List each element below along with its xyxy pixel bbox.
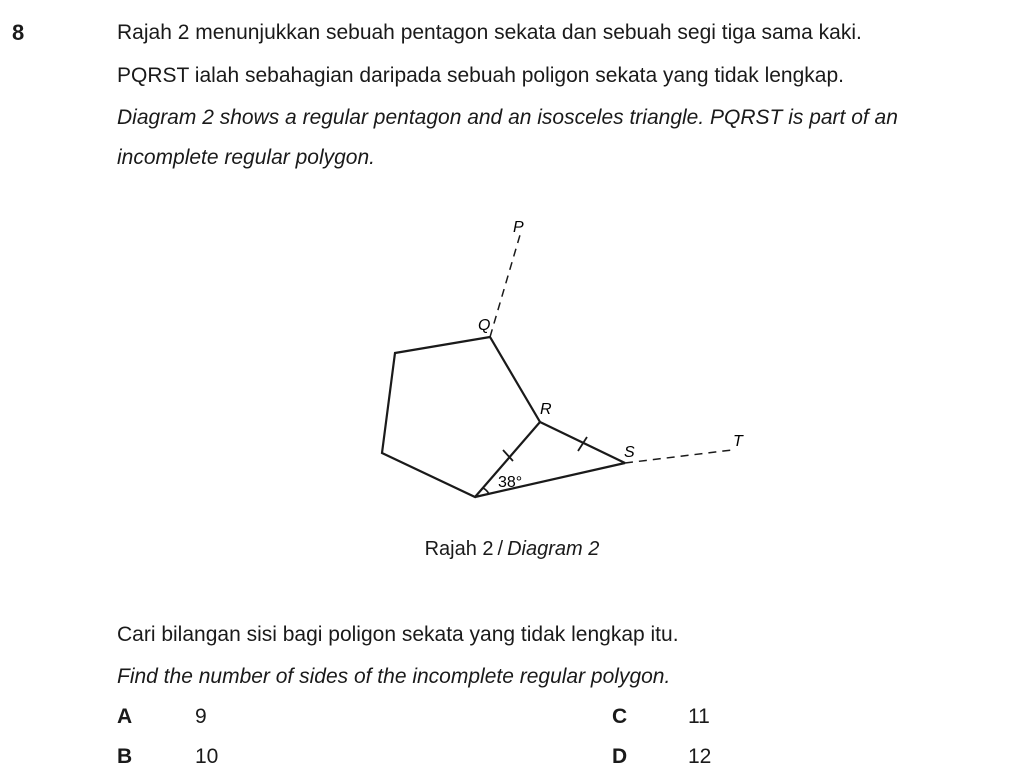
diagram-caption [0, 538, 1024, 561]
label-q: Q [478, 317, 491, 334]
dashed-line-pq [490, 235, 520, 337]
caption-malay: Rajah 2 [424, 538, 494, 560]
label-s: S [624, 444, 635, 461]
label-p: P [513, 219, 524, 236]
caption-separator: / [497, 538, 504, 560]
question-text-english-line1: Diagram 2 shows a regular pentagon and an isosceles triangle. PQRST is part of an [117, 106, 898, 129]
question-text-english-line2: incomplete regular polygon. [117, 146, 375, 169]
angle-38-label: 38° [498, 474, 523, 491]
option-a-value[interactable]: 9 [195, 705, 207, 728]
label-t: T [733, 433, 743, 450]
question-number: 8 [12, 20, 25, 45]
label-r: R [540, 401, 552, 418]
dashed-line-st [625, 450, 732, 463]
question-text-malay-line2: PQRST ialah sebahagian daripada sebuah poligon sekata yang tidak lengkap. [117, 64, 844, 87]
caption-english: Diagram 2 [507, 538, 600, 560]
option-d-value[interactable]: 12 [688, 745, 712, 768]
option-c-letter[interactable]: C [612, 705, 628, 728]
diagram-2-figure [360, 200, 780, 520]
prompt-malay: Cari bilangan sisi bagi poligon sekata yang tidak lengkap itu. [117, 623, 679, 646]
option-b-value[interactable]: 10 [195, 745, 219, 768]
angle-arc [483, 488, 489, 494]
regular-pentagon [382, 337, 540, 497]
option-a-letter[interactable]: A [117, 705, 133, 728]
option-b-letter[interactable]: B [117, 745, 133, 768]
option-c-value[interactable]: 11 [688, 705, 710, 728]
question-text-malay-line1: Rajah 2 menunjukkan sebuah pentagon sekata dan sebuah segi tiga sama kaki. [117, 21, 862, 44]
option-d-letter[interactable]: D [612, 745, 628, 768]
diagram-svg [360, 200, 780, 520]
prompt-english: Find the number of sides of the incomplete regular polygon. [117, 665, 671, 688]
